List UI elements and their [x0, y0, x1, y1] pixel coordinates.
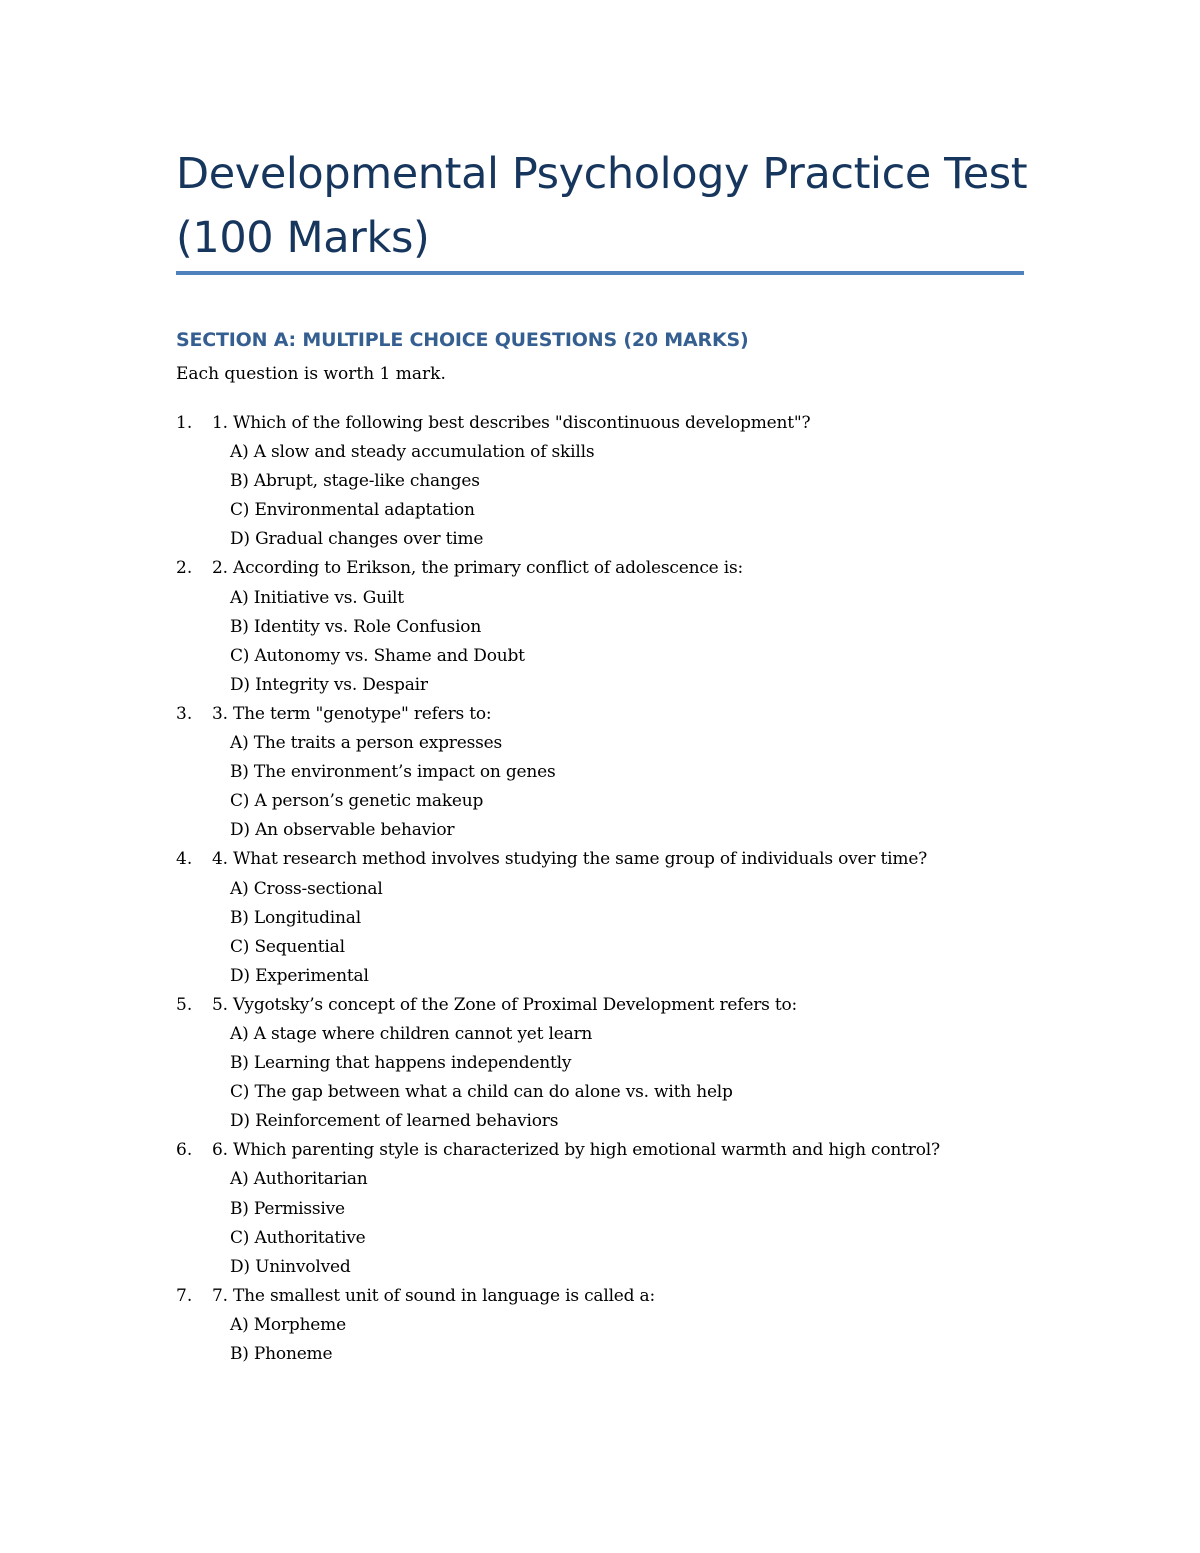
question-number: 1.: [176, 413, 193, 433]
answer-option: C) Autonomy vs. Shame and Doubt: [230, 645, 525, 666]
question-line: [176, 409, 940, 438]
question-number: 2.: [176, 558, 193, 579]
answer-option: D) Uninvolved: [230, 1256, 351, 1277]
answer-option: C) Authoritative: [230, 1227, 366, 1248]
question-item: [176, 700, 940, 845]
question-number: 7.: [176, 1285, 193, 1306]
answer-option: D) Integrity vs. Despair: [230, 674, 428, 695]
option-list: [176, 584, 940, 700]
option-list: [176, 1165, 940, 1281]
question-item: [176, 409, 940, 554]
question-text: 2. According to Erikson, the primary conflict of adolescence is:: [212, 558, 744, 579]
option-list: [176, 438, 940, 554]
answer-option: B) The environment’s impact on genes: [230, 762, 556, 783]
answer-option: C) Environmental adaptation: [230, 500, 475, 521]
answer-option: B) Longitudinal: [230, 907, 361, 928]
answer-option: B) Identity vs. Role Confusion: [230, 616, 482, 637]
question-text: 4. What research method involves studying the same group of individuals over time?: [212, 849, 928, 870]
answer-option: A) A stage where children cannot yet learn: [230, 1023, 593, 1044]
answer-option: B) Abrupt, stage-like changes: [230, 471, 480, 492]
answer-option: B) Phoneme: [230, 1344, 333, 1364]
option-list: [176, 875, 940, 991]
option-list: [176, 729, 940, 845]
question-text: 5. Vygotsky’s concept of the Zone of Proximal Development refers to:: [212, 994, 798, 1015]
answer-option: A) A slow and steady accumulation of skills: [230, 442, 595, 463]
question-item: [176, 991, 940, 1136]
question-item: [176, 1282, 940, 1369]
question-item: [176, 845, 940, 990]
question-line: [176, 1136, 940, 1165]
document-title: Developmental Psychology Practice Test (100 Marks): [176, 149, 1028, 263]
question-text: 3. The term "genotype" refers to:: [212, 703, 492, 724]
question-number: 6.: [176, 1140, 193, 1161]
question-list: [176, 409, 940, 1369]
answer-option: C) The gap between what a child can do alone vs. with help: [230, 1082, 733, 1103]
section-a-intro: Each question is worth 1 mark.: [176, 364, 446, 384]
question-text: 7. The smallest unit of sound in language is called a:: [212, 1285, 656, 1306]
question-text: 6. Which parenting style is characterized by high emotional warmth and high control?: [212, 1140, 940, 1161]
answer-option: C) A person’s genetic makeup: [230, 791, 484, 812]
question-item: [176, 554, 940, 699]
option-list: [176, 1311, 940, 1369]
question-item: [176, 1136, 940, 1281]
section-a-heading: SECTION A: MULTIPLE CHOICE QUESTIONS (20 MARKS): [176, 329, 749, 351]
question-number: 5.: [176, 994, 193, 1015]
question-number: 4.: [176, 849, 193, 870]
question-line: [176, 554, 940, 583]
answer-option: A) Authoritarian: [230, 1169, 368, 1190]
title-underline-rule: [176, 271, 1024, 275]
question-line: [176, 991, 940, 1020]
answer-option: D) An observable behavior: [230, 820, 455, 841]
answer-option: B) Learning that happens independently: [230, 1053, 572, 1074]
question-line: [176, 700, 940, 729]
question-line: [176, 845, 940, 874]
answer-option: D) Reinforcement of learned behaviors: [230, 1111, 559, 1132]
answer-option: B) Permissive: [230, 1198, 345, 1219]
question-number: 3.: [176, 703, 193, 724]
answer-option: A) Morpheme: [230, 1314, 346, 1335]
answer-option: A) The traits a person expresses: [230, 733, 503, 754]
option-list: [176, 1020, 940, 1136]
answer-option: D) Gradual changes over time: [230, 529, 484, 550]
answer-option: A) Cross-sectional: [230, 878, 383, 899]
answer-option: D) Experimental: [230, 965, 369, 986]
question-line: [176, 1282, 940, 1311]
question-text: 1. Which of the following best describes "discontinuous development"?: [212, 413, 811, 433]
answer-option: A) Initiative vs. Guilt: [230, 587, 404, 608]
answer-option: C) Sequential: [230, 936, 345, 957]
